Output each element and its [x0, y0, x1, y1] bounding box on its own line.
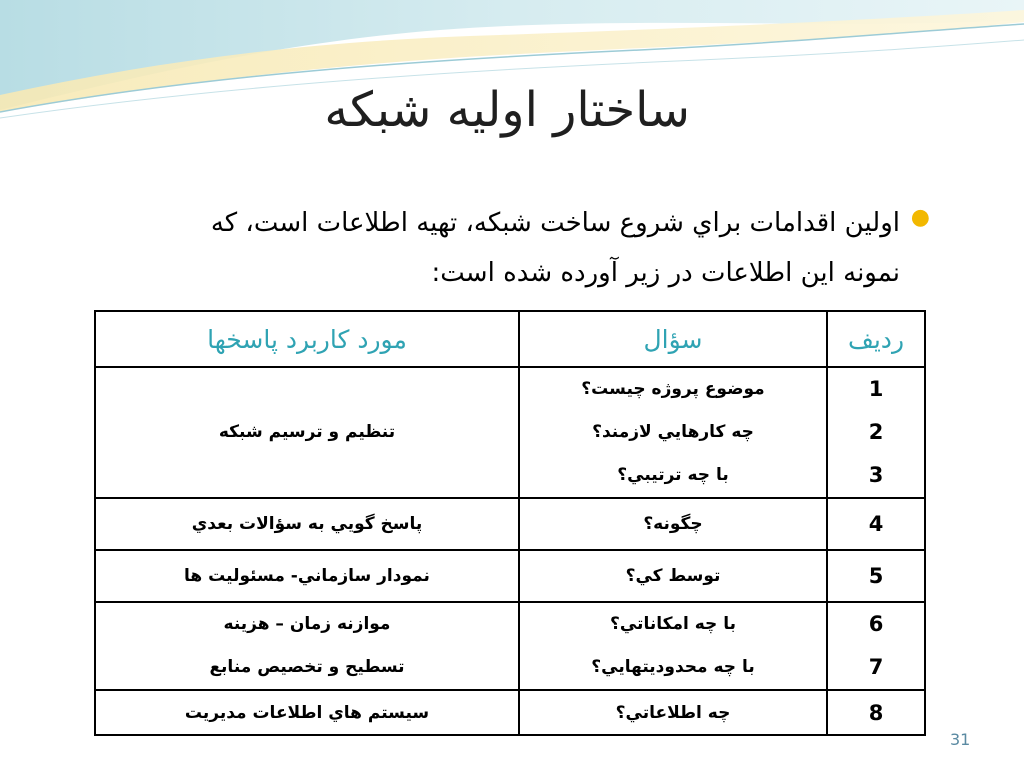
row-number-cell: 4	[827, 498, 925, 550]
question-cell: چگونه؟	[519, 498, 827, 550]
row-number-cell: 8	[827, 690, 925, 735]
table-row	[95, 498, 925, 550]
information-table	[94, 310, 926, 736]
usage-cell: نمودار سازماني- مسئوليت ها	[95, 550, 519, 602]
question-cell: با چه امكاناتي؟ با چه محدوديتهايي؟	[519, 602, 827, 690]
slide-title: ساختار اوليه شبكه	[324, 82, 690, 138]
row-number-cell: 6 7	[827, 602, 925, 690]
usage-cell: موازنه زمان – هزينه تسطيح و تخصيص منابع	[95, 602, 519, 690]
question-cell: موضوع پروژه چيست؟ چه كارهايي لازمند؟ با چه ترتيبي؟	[519, 367, 827, 498]
header-row-number: رديف	[827, 311, 925, 367]
header-usage: مورد كاربرد پاسخها	[95, 311, 519, 367]
question-cell: توسط كي؟	[519, 550, 827, 602]
page-number: 31	[950, 730, 971, 749]
row-number-cell: 5	[827, 550, 925, 602]
question-cell: چه اطلاعاتي؟	[519, 690, 827, 735]
row-number-cell: 1 2 3	[827, 367, 925, 498]
usage-cell: تنظيم و ترسيم شبكه	[95, 367, 519, 498]
header-question: سؤال	[519, 311, 827, 367]
bullet-line-1: اولين اقدامات براي شروع ساخت شبكه، تهيه اطلاعات است، كه	[210, 208, 900, 238]
table-row	[95, 550, 925, 602]
bullet-dot-icon: ●	[910, 205, 930, 230]
table-row	[95, 602, 925, 690]
table-row	[95, 690, 925, 735]
table-header-row	[95, 311, 925, 367]
table-row	[95, 367, 925, 498]
usage-cell: پاسخ گويي به سؤالات بعدي	[95, 498, 519, 550]
bullet-line-2: نمونه اين اطلاعات در زير آورده شده است:	[431, 258, 900, 288]
bullet-paragraph	[120, 198, 930, 298]
usage-cell: سيستم هاي اطلاعات مديريت	[95, 690, 519, 735]
